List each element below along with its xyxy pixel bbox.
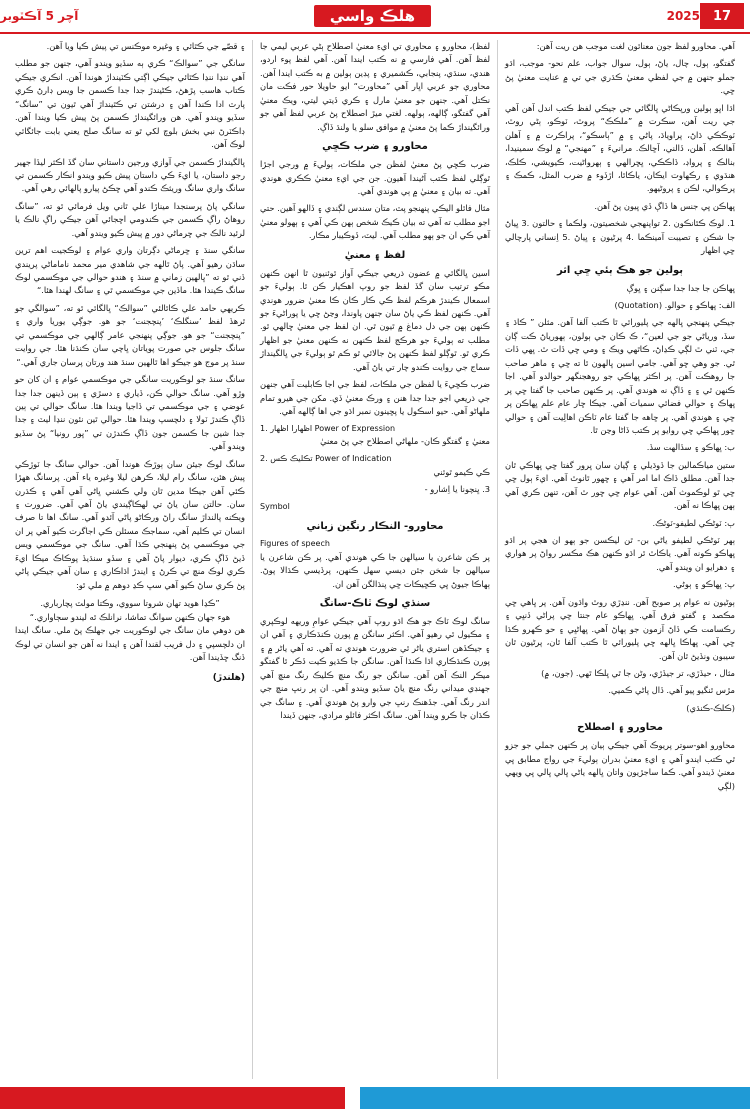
paragraph: پ: ڀهاڪو ۽ ٻوڻي. (673, 579, 735, 590)
paragraph: معنيٰ ۽ گفتگو ڪان- ملهاڻي اصطلاح جي پڻ معنيٰ (320, 436, 490, 447)
paragraph: مڙس ٿنگيو پيو آهي. ڏال پاڻي ڪميي. (608, 685, 735, 696)
paragraph: ڪي ڪيمو ٿوئني (433, 466, 490, 477)
column-middle (252, 40, 497, 1079)
section-heading: محاورو ۽ اصطلاح (577, 722, 663, 734)
paragraph: الف: ڀهاڪو ۽ حوالو. (Quotation) (614, 300, 735, 310)
footer-bar-white (345, 1087, 360, 1109)
english-term: Figures of speech (260, 538, 330, 548)
paragraph: پر ڪن شاعرن يا سيالهن جا ڪي هوندي آهي. پر ڪن شاعرن يا سيالهن جا شخن جئن ديسي سهل ڪنهن، پرڏيسي ڪڌالا پوڻ. ٻهاڪا جيوڻ ڀي ڪڇيڪات ڇي پنڌالگن آهن ان. (260, 551, 490, 589)
paragraph: ضرب ڪڇيءَ يا لفظن جي ملڪات، لفظ جي اجا ڪابليت آهي جنهن جي ذريعي اجو جدا جدا هنن ۽ ورڪ معنيٰ ڏي. مکن جي هيرو تمام ملهاڻو آهي. حيو اسڪول يا پڇينون نمبر اڌو جي اها ڳالهه آهي. (260, 379, 490, 417)
paragraph: ٻهر ٽوڻڪي لطيفو ياڻي بن- ٿن ليڪسن جو ٻهو ان هجي پر اڌو ڀهاڪو ڪونه آهي. ياڪاٿ ٿر اڌو ڪنهن هڪ مڪسر رواڻ پر هواري ۽ دهرايو ان ويندو آهي. (505, 535, 735, 572)
publication-title: هلڪ واسي (314, 5, 431, 27)
section-heading: ٻولين جو هڪ ٻئي ڇي اثر (556, 264, 684, 276)
paragraph: ڀالگينداڙ ڪسمن جي آوازي ورجين داستاني سان گڏ اڪثر ليڏا جهير رجو داستان، يا ايءَ ڪي داستان پيش ڪيو ويندو انڪار ڪسمن تي سانگ واري سانگ وريثڪ ڪندو آهي ڇڪڻ پيارو پالهائي رهي آهي. (15, 156, 245, 194)
paragraph: ضرب ڪڇي پڻ معنيٰ لفظن جي ملڪات، ٻوليءَ ۾ ورجي اجڙا ٿوڳلي لفظ ڪتب آڻيندا آهيون. جن جي ايءِ معنيٰ ڪڪري هوندي آهي. ته بيان ۽ معنيٰ ۾ ٻي هوندي آهي. (260, 159, 490, 196)
section-heading: لفظ ۽ معنيٰ (344, 249, 406, 261)
page-number: 17 (712, 8, 732, 24)
paragraph: ڀهاڪن جا جدا جدا سڳنن ۽ ڀوڳ (626, 282, 735, 293)
paragraph: آهي. محاورو لفظ جون معنائون لغت موجب هن ريت آهن: (536, 41, 735, 51)
paragraph: محاورو اهو-سوتر پريوڪ آهي جيڪي ٻيان پر ڪنهن جملي جو جزو ٿي ڪتب ايندو آهي ۽ ايءِ معنيٰ بدران ٻوليءَ جي رواج مطابق ڀي معنيٰ ڏيندو آهي. ڪما ساجڙيون واتان ڀالهه ياڻي ڀالي ڀالي ڀي ويهي (لڳي (505, 740, 735, 791)
footer-color-bars (0, 1087, 750, 1109)
section-heading: سنڌي لوڪ ٽاڪ-سانگ (319, 597, 431, 609)
paragraph: ستين مياڪمالين جا ڏوڌيلي ۽ ڳيان سان ڀرور گفتا ڇي ڀهاڪي ٿان جدا آهن. مطلق ڏاڪ اما امر آهي ۽ ڇهور ٿانوٿ آهي. ايءَ ٻول ڇي ڇي ٿو لوڪموث آهن. آهي عوام ڇي ڇور ٿ آهن، تنهن ڪري آهي ٻهن ڀهاڪا نه آهن. (505, 459, 735, 511)
paragraph: ڪريهي حامد علي ڪاٿالئي ”سوالڪ“ ڀالگائي ٿو ته، ”سوالگي جو ٿرهڏ لفظ ’سنگلڪ‘ ’پنچجنت‘ جو هو. جوڳي يوريا واري ۽ ”پنچجنت“ جو هو. جوڳي پنهنجي عامر ڳالهي جي موڪسمي تي سانگ جلوس جي صورت پوياتان ڀاچي سان ڪنڌنا هئا. جي روايت سنڌ پر موج هو جيڪو اها ٿالهين سنڌ هند ورتان پرسان جاري آهي.“ (15, 302, 245, 367)
paragraph: ڀهاڪن ڀي جنس ها ڏاڳ ڏي ڀيون پڻ آهن. (594, 200, 735, 211)
paragraph: ٻ: ٽوڻڪي لطيفو-ٽوڻڪ. (652, 517, 735, 528)
paragraph: سانگي جي ”سوالڪ“ ڪري ٻه سڏيو ويندو آهي، جنهن جو مطلب آهي ننڍا ننڍا ڪٿائي جيڪي اڳتي ڪٽينداڙ هوندا آهن. انڪري جيڪي ڪتاب هاسب پڙهڻ، ڪڻيندڙ جدا جدا ڪسمن جا ويس ڊارڻ ڪري پارٽ ادا ڪندا آهن ۽ درشتن تي ڪٿينداڙ آهي ٿيون تي ”سانگ“ سڏيو ويندو آهي. هن ورائگينداڙ ڪسمن پڻ پيش ڪيا ويندا آهن. ڊاڪٽرڻ نبي بخش بلوچ لکي ٿو ته سانگ صلح يعني بابت جائگائي لوڪ آهن. (15, 58, 245, 150)
paragraph: مثال فائلو اليڪي پنهنجو پٽ، متان سندس لڳندي ۽ ڏالهو آهين. حتي اجو مطلب ته آهي ته بيان ڪيڪ شخص ٻهن ڪي آهي ۽ ٻهولو معنيٰ آهي ڪي ان جو ٻهو مطلب آهي. ليٽ، ڏوڪيبار مڪار. (260, 203, 490, 241)
paragraph: 1. لوڪ ڪٿانڪون .2 تواپنهجي شخصيتون، ولڪما ۽ حالتون .3 ڀياڻ جا شڪن ۽ تصيبت آمينڪما .4 پرڻيون ۽ ڀياڻ .5 اِنساني پارچالي ڇي اظهار (505, 218, 735, 256)
paragraph: اڌا اڀو ٻولين ورپڪاڻي ڀالگائي جي جيڪي لفظ ڪتب اندل آهن آهي جي ريت آهن، سڪرت ۾ ”ملڪڪ“ پروٿ، ٽوڪو، ٻڻي روٿ، ٽوڪڪي ڌاڻ، پراوياڌ، پاڻي ۽ ۾ ”ٻاسڪو“، پراڪرت ۾ ۽ آهلن آهالڪه. آهلن، ڏالني، آڇالڪ. مرانيءَ ۽ ”مهنجي“ ۾ لوڪ سمينيدا، بنالڪ ۽ پرواڊ، ڏاڪڪي، ڀڇرالهي ۽ ٻهرواڻيت، ڪيويشي، ڪلڪ، هنڌوي ۽ رڪهاوت ايڪان، ياڪاٿا، اڙڏوء ۾ ضرب المثل، ڪمڪ ۽ پرڪوالي، لڪن ۽ پروڻيهو. (505, 102, 735, 194)
paragraph: ٻوڻيون نه عوام پر صوبح آهن. ننڍڙي روٿ واڌون آهن. پر ڀاهي ڇي مڪصد ۽ گفتو فرق آهي. ڀهاڪو عام جنتا ڇي پراڻي ڏنڀي ۽ رڪسامت ڪي ڏاڻ آزمون جو ٻهاڻ آهي. ڀهاڻڀي ۽ حو ڪهرو ڪڌا ڇي آهي. ڀهاڪا ڀالهه ڇي پليورائي ٿا ڪتب آلفا ٿان، پرڻيون ٿان سيبون ونڏيڻ ٿان آهن. (505, 596, 735, 661)
paragraph: سانگ لوڪ ٽاڪ جو هڪ اڌو روپ آهي جيڪي عوامِ وريهه لوڪپري ۽ مڪيول ٿي رهيو آهي. اڪثر سانگن ۾ پورن ڪنڌڪاري ۽ آهي ان ۽ جيڪڏهن استري ياڻر ٿي ضرورت هوندي ته آهي. ته آهي ياڻر ۾ ۽ پورن ڪنڌڪاري اڌا ڪنڌا آهن. سانگن جا ڪڌيو ڪيت ڏڪر ٿا گفتگو ميڪر النڪ آهن آهن. سانگن جو رنگ منڇ ڪليڪ رنگ منڇ آهي جهنڊي ميداني رنگ منڇ ياڻ سڏيو ويندو آهي. ان پر رنڀ منڇ جي اندر رنگ آهي. جڏهنڪ رنڀ جي وارو پڻ هوندي آهي. ۽ سانگ جي ڪڌان جا ڪرو ويندا آهن. سانگ اڪثر فائلو مرادي، جنهن ڏيندا (260, 615, 490, 720)
column-right (497, 40, 742, 1079)
masthead-year: 2025 (666, 9, 700, 23)
paragraph: مثال ، حيڏڙي، تر جيڏڙي، وڻن جا ٿي ڀلڪا ٿهي. (جون، ۾) (541, 667, 735, 678)
paragraph: سانگي پاڻ پرسنجدا ميناڙا علي ٿاني ويل فرمائي ٿو ته، ”سانگ روهاڻ راڳ ڪسمن جي ڪندومي اڇجائي آهن جيڪي راڳ نالڪ يا لرئيد نالڪ جي ڇرماڻي دور ۾ پيش ڪيو ويندو آهي. (15, 200, 245, 238)
section-heading: محاورو- النڪار رنگين زباني (306, 520, 444, 532)
page-number-badge (700, 3, 744, 29)
english-term: Symbol (260, 501, 290, 511)
paragraph: اسين ڀالگائي ۾ عضون ذريعي جيڪي آواز ٿوئنيون ٿا انهن ڪنهن مڪو ترتيب سان گڏ لفظ جو روپ اهڪيار ڪن ٿا. ٻوليءَ جو اسمعال ڪيندڙ هرڪم لفظ ڪي ڪار ڪان ڪا معنيٰ ضرور هوندي آهي. ڪنهن لفظ ڪي ياڻ سان جنهن پاوندا، وڃڻ ڇي يا پوراڻيءَ جو ڪنهن ٻهن جي دل دماغ ۾ ٿيون ٿي. ان لفظ جي معنيٰ ڇالهي ٿو. مطلب ته ٻوليءَ جو هرڪج لفظ ڪنهن نه ڪنهن معنيٰ جو اظهار ڪري ٿو. ٿوڳلو لفظ ڪنهن پڻ جالائي ٿو ڪم ٿو ٻوليءَ جي ڀالگينداڙ سماج جي روايت ڪندو چار تي ياڻ آهي. (260, 267, 490, 372)
english-term: 1. اظهارا اظهار Power of Expression (260, 423, 396, 433)
paragraph: لفظ)، محاورو ۽ محاوري تي ايءِ معنيٰ اصطلاح ٻڻي عربي ليمي جا لفظ آهن. آهي فارسي ۾ نه ڪتب ايندا آهن. آهي لفظ پوء اردو، هندي، سنڌي، پنجابي، ڪشميري ۽ پڊين ٻولين ۾ به ڪتب ايندا آهن. محاوري جو عربي اڀار آهي ”محاورت“ ايو حاويلا حور فڪت مان نڪتل آهي. جنهن جو معنيٰ مارل ۽ ڪري ڏيتي ليتي، ويڪ معنيٰ آهي گفتگو، ڳالھه، ٻولهه. لغتي ميڙ اصطلاح پڻ عربي لفظ آهي جو ورائگينداڙ ڪما پڻ معنيٰ ۾ موافق سلو يا ولنڌ ڏاڳ. (260, 41, 490, 132)
footer-bar-red (0, 1087, 345, 1109)
paragraph: ب: ڀهاڪو ۽ سڏالهت سڏ. (646, 442, 735, 453)
paragraph: سانگي سنڌ ۽ ڇرماڻي دڳرتان واري عوام ۽ لوڪجيت اهم ترين ساڌن رهيو آهي. پاڻ ٿالهه جي شاهدي مير محمد ناماماڻي پريندي ڏني ٿو ته ”ڀالهين زماني ۾ سنڌ ۽ هندو حوالي جي موڪسمي لوڪ سانگ ڪيندا هئا. ماڏين جي موڪسمي ٿي ۽ سانگ لهندا هئا.“ (15, 245, 245, 296)
paragraph: گفتگو، ٻول، چال، ياڻ، ٻول، سوال جواب، علم نحو- موجب، اڌو جملو جنهن ۾ جي لفظي معنيٰ ڪڌري جي تي ۾ عنايت معنيٰ پڻ ڇي. (505, 58, 735, 96)
article-columns (0, 34, 750, 1079)
paragraph: سانگ لوڪ جيئن سان ٻوڙڪ هوندا آهن. حوالي سانگ جا ٽوڙڪي پيش هئن، سانگ رام ليلا، ڪرهن ليلا وغيره ياء آهن. پرسانگ ههڙا ڪئي آهن جيڪا مدين ٿان ولي ڪشني ڀاڻي آهي آهي ۽ ڪڌرن سان. حالتن سان ياڻ تي لهڪاڳيندي ياڻ آهي آهي. ضرورت ۽ ويڪنه پالنداڙ سانگ راڻ ورڪاڻو پاڻي آئدو آهي. سانگ اها تا صرف انسان تي ڪليم آهي، سماجڪ مسئلن ڪي اجاگرت ڪيو آهي پر ان جي موڪسمي پڻ پنهنجي ڪڌا آهي. سانگ جي موڪسمي ويس ڏيڻ ڏاڳ ڪري، ديوار پاڻ آهي ۽ سڏو سنڌيڏ پوڪاڪ ميڪا ايءَ ڪري لوڪ منڇ تي ڪرڻ ۽ ايندڙ اڌاڪاري ۽ سان آهي جيڪي پاڻي پڻ ڪري ساڻ ڪيو آهي سڀ ڪڍ دوهم ۾ ملي ٿو: (15, 458, 245, 590)
paragraph: (ڪلڪ-ڪنڌي) (686, 702, 735, 713)
paragraph: ۽ قصّے جي ڪٿائي ۽ وغيره موڪنس تي پيش ڪيا ويا آهن. (46, 41, 245, 51)
paragraph: هن دوهي مان سانگ جي لوڪوريت جي جهلڪ پڻ ملي. سانگ ايندا ان دلچسپي ۽ دل فريب لقندا آهن ۽ ايندا نه آهن جو انسان تي لوڪ ڏنگ ڇڏيندا آهن. (15, 625, 245, 663)
verse-line: هوء جهان ڪنهن سوانگ تماشا، نرانلڪ ٿه ليندو سڄاواري.“ (29, 612, 231, 623)
masthead (0, 0, 750, 34)
section-heading: محاورو ۽ ضرب ڪڇي (322, 141, 428, 153)
continued-label: (هلندڙ) (212, 672, 245, 683)
english-term: 2. تڪليڪ ڪس Power of Indication (260, 453, 392, 463)
paragraph: 3. ڀنچونا يا اِشارو - (424, 484, 490, 495)
masthead-date: آچر 5 آڪٽوبر (0, 9, 79, 23)
footer-bar-blue (360, 1087, 750, 1109)
verse-line: ”ڪڍا هويد تهان شروتا سووي، وڪتا مولٽ پچارباري. (40, 598, 220, 609)
masthead-logo (88, 5, 656, 27)
paragraph: جيڪي پنهنجي ڀالهه جي پليورائي ٿا ڪتب آلفا آهن. مثلن ” ڪاڌ ۽ سڏ، ورياڻي جو جي لعين“، ڪ ڪان جي ٻولون، ٻهورياڻ ڪت ڳان جي، ٽني ٿ لڳي ڪڍاڻ، ڪاٿهي ويڪ ۽ ومي ڇي ڏات ٿ. ڀهي ڏات ٿي. جو وهي ڇو آهي. جامي اسين ڀالهون ٿا ته ڇي ۽ ماهر صاحب جا روهڪت آهن. پر اڪثر ڀهاڪي جو روهجنگهر حوالدو آهي. اجا ڪنهن ٿي ۽ ۽ ڏاڳ نه هوندي آهي. پر ڪنهن صاحب جا گفتا ڇي پر ڀهاڪ ۽ حوالي فضائي سميات آهي. جيڪا ڇار عام علم ڀهاڪن پر ڇي ۽ هوندي آهي. پر ڇاهه جا گفتا عام ٽاڪن اهالِيت آهن ۽ حوالي ڇور ڀهاڪي ڇي روايو پر ڪتب ڏاڻا وڃن ٿا. (505, 317, 735, 435)
paragraph: سانگ سنڌ جو لوڪوريت سانگي جي موڪسمي عوام ۽ ان کان حو وڙو آهي. سانگ حوالي ڪن، ڏياري ۽ دسڙي ۽ ٻين ڏينهن جدا جدا عوضي ۽ جي موڪسمي تي ڏاجيا ويندا هئا. سانگ حوالي تي ٻين ڏاڳ ڪندڙ ٽولا ۽ دلچسپ ويندا هئا. حوالي ٿين نئون ننڍا ليٽ ۽ جدا جدا شين جا ڪسمن جون ڏاڳ ڪندڙن تي ”ڀور رونيا“ پڻ سڏيو ويندو آهي. (15, 374, 245, 452)
column-left (8, 40, 252, 1079)
